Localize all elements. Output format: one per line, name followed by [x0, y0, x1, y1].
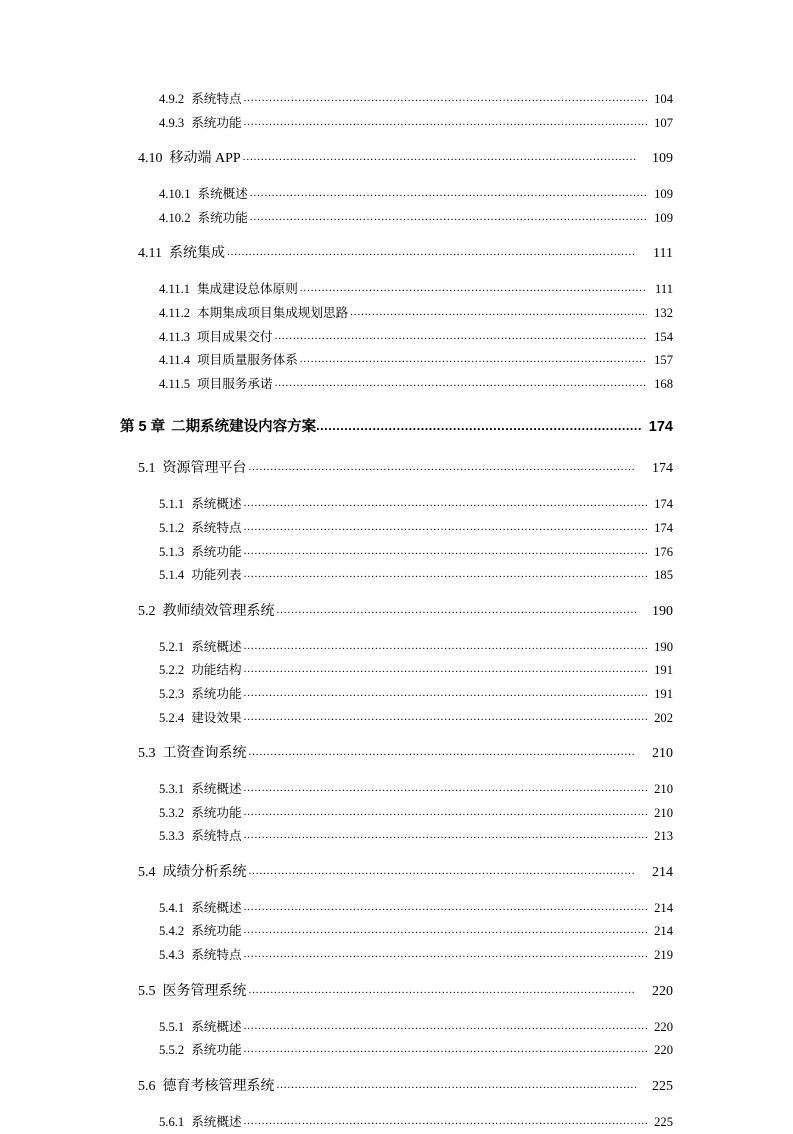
toc-dot-leader — [244, 1015, 647, 1038]
toc-entry-number: 5.2.2 — [159, 663, 185, 678]
toc-entry-label — [159, 707, 242, 730]
toc-entry-label — [159, 944, 242, 967]
toc-entry-number: 5.3.1 — [159, 782, 185, 797]
toc-page-number: 154 — [654, 329, 673, 344]
toc-page-number: 190 — [654, 639, 673, 654]
toc-entry-number: 5.3.3 — [159, 829, 185, 844]
toc-entry-level-3[interactable] — [0, 897, 793, 921]
toc-entry-level-1[interactable] — [0, 417, 793, 437]
toc-entry-label — [159, 183, 248, 206]
toc-dot-leader — [244, 1110, 647, 1133]
toc-entry-label — [159, 636, 242, 659]
toc-entry-level-3[interactable] — [0, 564, 793, 588]
toc-dot-leader — [244, 111, 647, 134]
toc-entry-number: 5.3.2 — [159, 805, 185, 820]
toc-entry-level-2[interactable] — [0, 981, 793, 1003]
toc-entry-number: 5.6.1 — [159, 1114, 185, 1129]
toc-page-number: 157 — [654, 353, 673, 368]
toc-entry-number: 4.11.1 — [159, 282, 191, 297]
toc-entry-level-3[interactable] — [0, 944, 793, 968]
toc-entry-label — [159, 825, 242, 848]
toc-page-number: 109 — [654, 210, 673, 225]
toc-page-number: 109 — [654, 187, 673, 202]
toc-entry-title: 系统概述 — [191, 1114, 242, 1129]
toc-entry-level-3[interactable] — [0, 778, 793, 802]
toc-dot-leader — [250, 206, 647, 229]
toc-entry-label — [159, 278, 298, 301]
toc-page-number: 220 — [654, 1043, 673, 1058]
toc-entry-number: 5.1.3 — [159, 544, 185, 559]
toc-dot-leader — [227, 242, 636, 263]
toc-entry-title: 系统功能 — [191, 805, 242, 820]
toc-page-number: 213 — [654, 829, 673, 844]
toc-entry-number: 4.10 — [138, 151, 163, 167]
toc-entry-number: 4.10.1 — [159, 187, 191, 202]
toc-dot-leader — [244, 824, 647, 847]
toc-entry-number: 5.4.1 — [159, 900, 185, 915]
toc-entry-label — [159, 1111, 242, 1134]
toc-entry-label — [159, 326, 273, 349]
toc-dot-leader — [249, 980, 637, 1001]
toc-entry-label — [159, 541, 242, 564]
toc-entry-level-3[interactable] — [0, 1039, 793, 1063]
toc-page-number: 109 — [652, 151, 673, 167]
toc-page-number: 174 — [654, 497, 673, 512]
toc-entry-label — [138, 981, 247, 1002]
toc-entry-number: 4.9.2 — [159, 92, 185, 106]
toc-page-number: 132 — [654, 305, 673, 320]
toc-entry-label — [159, 1039, 242, 1062]
toc-entry-level-2[interactable] — [0, 862, 793, 884]
toc-entry-label — [138, 862, 247, 883]
toc-page-number: 174 — [654, 520, 673, 535]
toc-entry-title: 功能列表 — [191, 568, 242, 583]
toc-page-number: 214 — [654, 900, 673, 915]
toc-entry-level-2[interactable] — [0, 601, 793, 623]
toc-entry-number: 4.10.2 — [159, 210, 191, 225]
toc-entry-title: 系统功能 — [191, 686, 242, 701]
toc-page-number: 174 — [648, 419, 673, 436]
toc-entry-level-3[interactable] — [0, 326, 793, 350]
toc-entry-title: 本期集成项目集成规划思路 — [197, 305, 349, 320]
toc-entry-number: 4.11.4 — [159, 353, 191, 368]
toc-entry-title: 系统特点 — [191, 520, 242, 535]
toc-dot-leader — [350, 301, 647, 324]
toc-page-number: 111 — [653, 246, 673, 262]
toc-entry-title: 系统特点 — [191, 829, 242, 844]
toc-entry-label — [159, 564, 242, 587]
toc-entry-label — [159, 802, 242, 825]
toc-dot-leader — [300, 348, 647, 371]
toc-dot-leader — [277, 1075, 637, 1096]
toc-entry-label — [159, 659, 242, 682]
toc-dot-leader — [249, 742, 637, 763]
toc-page-number: 191 — [654, 663, 673, 678]
toc-entry-title: 集成建设总体原则 — [197, 282, 298, 297]
toc-page-number: 220 — [654, 1019, 673, 1034]
toc-dot-leader — [244, 706, 647, 729]
toc-entry-level-3[interactable] — [0, 920, 793, 944]
toc-entry-number: 5.1.1 — [159, 497, 185, 512]
toc-entry-number: 5.4 — [138, 864, 156, 880]
toc-dot-leader — [244, 635, 647, 658]
toc-page-number: 190 — [652, 603, 673, 619]
toc-entry-level-3[interactable] — [0, 683, 793, 707]
toc-dot-leader — [250, 182, 647, 205]
toc-entry-title: 系统集成 — [168, 246, 225, 262]
toc-entry-title: 移动端 APP — [169, 151, 241, 167]
toc-entry-title: 建设效果 — [191, 710, 242, 725]
toc-entry-title: 系统概述 — [191, 639, 242, 654]
toc-entry-number: 5.6 — [138, 1078, 156, 1094]
toc-entry-level-3[interactable] — [0, 541, 793, 565]
toc-entry-level-3[interactable] — [0, 112, 793, 136]
toc-entry-level-3[interactable] — [0, 302, 793, 326]
toc-entry-number: 5.3 — [138, 746, 156, 762]
toc-entry-label — [159, 302, 348, 325]
toc-entry-title: 系统概述 — [191, 1019, 242, 1034]
toc-page-number: 225 — [654, 1114, 673, 1129]
toc-entry-label — [138, 601, 275, 622]
toc-entry-label — [159, 897, 242, 920]
toc-entry-label — [138, 743, 247, 764]
toc-page-number: 168 — [654, 376, 673, 391]
toc-entry-number: 4.11.3 — [159, 329, 191, 344]
toc-entry-title: 工资查询系统 — [162, 746, 247, 762]
toc-page-number: 174 — [652, 461, 673, 477]
toc-entry-title: 系统概述 — [191, 782, 242, 797]
toc-entry-number: 5.5.1 — [159, 1019, 185, 1034]
toc-entry-title: 系统特点 — [191, 948, 242, 963]
toc-entry-number: 5.2.3 — [159, 686, 185, 701]
toc-entry-level-3[interactable] — [0, 659, 793, 683]
toc-page-number: 210 — [654, 782, 673, 797]
toc-entry-level-2[interactable] — [0, 148, 793, 170]
toc-entry-level-3[interactable] — [0, 636, 793, 660]
toc-entry-level-3[interactable] — [0, 88, 793, 112]
toc-entry-level-3[interactable] — [0, 349, 793, 373]
toc-entry-title: 项目质量服务体系 — [197, 353, 298, 368]
toc-page-number: 107 — [654, 115, 673, 130]
toc-page-number: 219 — [654, 948, 673, 963]
toc-entry-label — [159, 493, 242, 516]
toc-entry-title: 二期系统建设内容方案 — [171, 419, 317, 436]
toc-dot-leader — [275, 372, 647, 395]
toc-dot-leader — [244, 1038, 647, 1061]
toc-dot-leader — [244, 919, 647, 942]
toc-entry-level-3[interactable] — [0, 802, 793, 826]
toc-entry-title: 系统功能 — [191, 924, 242, 939]
toc-entry-level-3[interactable] — [0, 493, 793, 517]
toc-entry-level-3[interactable] — [0, 207, 793, 231]
toc-entry-number: 5.1.4 — [159, 568, 185, 583]
toc-entry-number: 5.4.2 — [159, 924, 185, 939]
toc-entry-level-3[interactable] — [0, 1016, 793, 1040]
toc-entry-label — [138, 1076, 275, 1097]
toc-dot-leader — [249, 861, 637, 882]
toc-entry-number: 5.2.4 — [159, 710, 185, 725]
toc-dot-leader — [244, 492, 647, 515]
toc-entry-level-2[interactable] — [0, 743, 793, 765]
toc-entry-level-2[interactable] — [0, 243, 793, 265]
toc-entry-number: 5.5 — [138, 983, 156, 999]
toc-entry-number: 4.11.2 — [159, 305, 191, 320]
toc-entry-label — [159, 683, 242, 706]
toc-dot-leader — [244, 87, 647, 110]
toc-page-number: 214 — [652, 864, 673, 880]
toc-dot-leader — [244, 658, 647, 681]
toc-entry-level-3[interactable] — [0, 278, 793, 302]
toc-dot-leader — [243, 147, 636, 168]
toc-entry-level-3[interactable] — [0, 183, 793, 207]
toc-page-number: 210 — [652, 746, 673, 762]
toc-entry-label — [159, 920, 242, 943]
toc-entry-number: 5.5.2 — [159, 1043, 185, 1058]
toc-entry-level-2[interactable] — [0, 1076, 793, 1098]
toc-dot-leader — [249, 457, 637, 478]
toc-entry-number: 4.9.3 — [159, 115, 185, 130]
toc-entry-title: 系统概述 — [191, 497, 242, 512]
toc-page-number: 104 — [654, 92, 673, 106]
toc-entry-level-3[interactable] — [0, 1111, 793, 1134]
toc-page-number: 210 — [654, 805, 673, 820]
toc-entry-label — [159, 349, 298, 372]
toc-page-number: 214 — [654, 924, 673, 939]
toc-entry-title: 德育考核管理系统 — [162, 1078, 275, 1094]
toc-entry-title: 资源管理平台 — [162, 461, 247, 477]
toc-entry-label — [159, 1016, 242, 1039]
toc-entry-number: 4.11.5 — [159, 376, 191, 391]
toc-entry-title: 系统功能 — [191, 115, 242, 130]
toc-entry-level-2[interactable] — [0, 458, 793, 480]
toc-entry-label — [159, 517, 242, 540]
toc-page-number: 191 — [654, 686, 673, 701]
toc-page-number: 185 — [654, 568, 673, 583]
toc-dot-leader — [244, 540, 647, 563]
toc-entry-title: 成绩分析系统 — [162, 864, 247, 880]
toc-entry-label — [159, 88, 242, 111]
toc-dot-leader — [244, 777, 647, 800]
toc-dot-leader — [277, 600, 637, 621]
toc-dot-leader — [300, 277, 647, 300]
toc-entry-title: 系统功能 — [191, 544, 242, 559]
toc-entry-title: 医务管理系统 — [162, 983, 247, 999]
toc-entry-title: 项目服务承诺 — [197, 376, 273, 391]
toc-entry-label — [159, 778, 242, 801]
toc-entry-title: 系统概述 — [191, 900, 242, 915]
toc-dot-leader — [244, 682, 647, 705]
toc-entry-number: 5.2 — [138, 603, 156, 619]
toc-entry-label — [138, 458, 247, 479]
toc-dot-leader — [275, 325, 647, 348]
toc-page-number: 176 — [654, 544, 673, 559]
toc-dot-leader — [316, 416, 643, 436]
toc-page-number: 202 — [654, 710, 673, 725]
toc-entry-level-3[interactable] — [0, 373, 793, 397]
toc-entry-number: 5.4.3 — [159, 948, 185, 963]
toc-entry-title: 项目成果交付 — [197, 329, 273, 344]
toc-entry-number: 5.1.2 — [159, 520, 185, 535]
toc-entry-title: 系统功能 — [197, 210, 248, 225]
toc-entry-label — [138, 148, 241, 169]
toc-entry-number: 5.1 — [138, 461, 156, 477]
toc-entry-number: 第 5 章 — [120, 419, 166, 436]
toc-page-number: 225 — [652, 1078, 673, 1094]
toc-entry-title: 系统特点 — [191, 92, 242, 106]
toc-dot-leader — [244, 896, 647, 919]
toc-entry-title: 系统功能 — [191, 1043, 242, 1058]
toc-entry-level-3[interactable] — [0, 517, 793, 541]
toc-entry-level-3[interactable] — [0, 825, 793, 849]
toc-entry-level-3[interactable] — [0, 707, 793, 731]
toc-dot-leader — [244, 563, 647, 586]
toc-entry-label — [138, 243, 225, 264]
toc-dot-leader — [244, 516, 647, 539]
toc-entry-label — [159, 207, 248, 230]
toc-entry-number: 4.11 — [138, 246, 162, 262]
toc-dot-leader — [244, 943, 647, 966]
toc-dot-leader — [244, 801, 647, 824]
toc-page-number: 220 — [652, 983, 673, 999]
toc-page-number: 111 — [655, 282, 673, 297]
toc-entry-title: 教师绩效管理系统 — [162, 603, 275, 619]
toc-entry-title: 功能结构 — [191, 663, 242, 678]
toc-entry-title: 系统概述 — [197, 187, 248, 202]
toc-entry-label — [120, 417, 316, 437]
toc-entry-label — [159, 373, 273, 396]
table-of-contents — [0, 88, 793, 1134]
toc-entry-number: 5.2.1 — [159, 639, 185, 654]
toc-entry-label — [159, 112, 242, 135]
